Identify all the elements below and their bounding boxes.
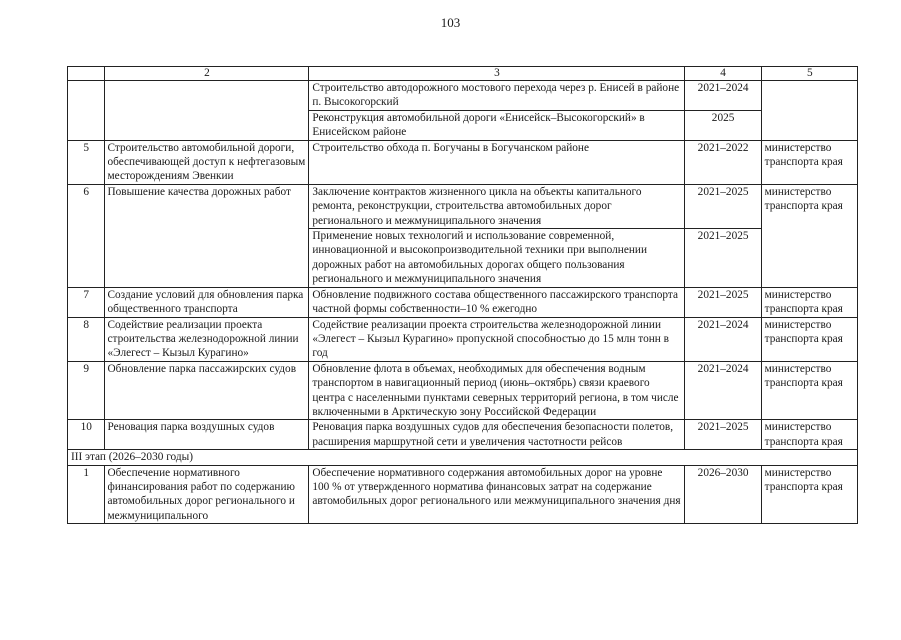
row-number: 1 bbox=[68, 465, 105, 524]
header-col-1 bbox=[68, 67, 105, 81]
responsible: министерство транспорта края bbox=[761, 287, 857, 317]
row-number: 8 bbox=[68, 317, 105, 361]
responsible: министерство транспорта края bbox=[761, 140, 857, 184]
measure-name: Обновление парка пассажирских судов bbox=[104, 361, 309, 420]
activity-years: 2026–2030 bbox=[684, 465, 761, 524]
measure-name: Повышение качества дорожных работ bbox=[104, 184, 309, 287]
responsible: министерство транспорта края bbox=[761, 184, 857, 287]
activity-years: 2021–2024 bbox=[684, 361, 761, 420]
table-row bbox=[68, 140, 858, 184]
activity-text: Строительство автодорожного мостового перехода через р. Енисей в районе п. Высокогорский bbox=[309, 81, 684, 111]
activity-text: Содействие реализации проекта строительства железнодорожной линии «Элегест – Кызыл Курагино» пропускной способностью до 15 млн тонн в год bbox=[309, 317, 684, 361]
table-row bbox=[68, 420, 858, 450]
table-row bbox=[68, 184, 858, 228]
table-header-row bbox=[68, 67, 858, 81]
header-col-4: 4 bbox=[684, 67, 761, 81]
header-col-2: 2 bbox=[104, 67, 309, 81]
header-col-5: 5 bbox=[761, 67, 857, 81]
measure-name: Содействие реализации проекта строительства железнодорожной линии «Элегест – Кызыл Курагино» bbox=[104, 317, 309, 361]
activity-text: Обновление подвижного состава общественного пассажирского транспорта частной формы собственности–10 % ежегодно bbox=[309, 287, 684, 317]
responsible bbox=[761, 81, 857, 141]
activity-years: 2021–2025 bbox=[684, 184, 761, 228]
activity-text: Реконструкция автомобильной дороги «Енисейск–Высокогорский» в Енисейском районе bbox=[309, 110, 684, 140]
responsible: министерство транспорта края bbox=[761, 420, 857, 450]
activity-years: 2021–2024 bbox=[684, 81, 761, 111]
page-number: 103 bbox=[440, 15, 461, 30]
row-number: 5 bbox=[68, 140, 105, 184]
activity-text: Строительство обхода п. Богучаны в Богучанском районе bbox=[309, 140, 684, 184]
row-number: 9 bbox=[68, 361, 105, 420]
row-number bbox=[68, 81, 105, 141]
table-row bbox=[68, 81, 858, 111]
responsible: министерство транспорта края bbox=[761, 317, 857, 361]
row-number: 10 bbox=[68, 420, 105, 450]
table-row bbox=[68, 465, 858, 524]
row-number: 7 bbox=[68, 287, 105, 317]
table-row bbox=[68, 317, 858, 361]
activity-years: 2025 bbox=[684, 110, 761, 140]
measure-name: Строительство автомобильной дороги, обеспечивающей доступ к нефтегазовым месторождениям Эвенкии bbox=[104, 140, 309, 184]
measure-name: Реновация парка воздушных судов bbox=[104, 420, 309, 450]
header-col-3: 3 bbox=[309, 67, 684, 81]
row-number: 6 bbox=[68, 184, 105, 287]
measure-name: Создание условий для обновления парка общественного транспорта bbox=[104, 287, 309, 317]
stage-heading: III этап (2026–2030 годы) bbox=[68, 450, 858, 465]
measure-name: Обеспечение нормативного финансирования работ по содержанию автомобильных дорог регионального и межмуниципального bbox=[104, 465, 309, 524]
activity-years: 2021–2025 bbox=[684, 229, 761, 288]
activity-text: Реновация парка воздушных судов для обеспечения безопасности полетов, расширения маршрутной сети и увеличения частотности рейсов bbox=[309, 420, 684, 450]
measure-name bbox=[104, 81, 309, 141]
responsible: министерство транспорта края bbox=[761, 361, 857, 420]
table-row bbox=[68, 287, 858, 317]
responsible: министерство транспорта края bbox=[761, 465, 857, 524]
stage-row bbox=[68, 450, 858, 465]
activity-text: Обновление флота в объемах, необходимых для обеспечения водным транспортом в навигационный период (июнь–октябрь) связи краевого центра с населенными пунктами северных территорий региона, в том числе включенными в Арктическую зону Российской Федерации bbox=[309, 361, 684, 420]
activity-years: 2021–2024 bbox=[684, 317, 761, 361]
table-row bbox=[68, 361, 858, 420]
activity-text: Заключение контрактов жизненного цикла на объекты капитального ремонта, реконструкции, строительства автомобильных дорог регионального и межмуниципального значения bbox=[309, 184, 684, 228]
measures-table bbox=[67, 66, 858, 524]
activity-text: Обеспечение нормативного содержания автомобильных дорог на уровне 100 % от утвержденного норматива финансовых затрат на содержание автомобильных дорог регионального или межмуниципального значения дня bbox=[309, 465, 684, 524]
activity-text: Применение новых технологий и использование современной, инновационной и высокопроизводительной техники при выполнении дорожных работ на автомобильных дорогах общего пользования регионального и межмуниципального значения bbox=[309, 229, 684, 288]
activity-years: 2021–2025 bbox=[684, 420, 761, 450]
activity-years: 2021–2025 bbox=[684, 287, 761, 317]
activity-years: 2021–2022 bbox=[684, 140, 761, 184]
